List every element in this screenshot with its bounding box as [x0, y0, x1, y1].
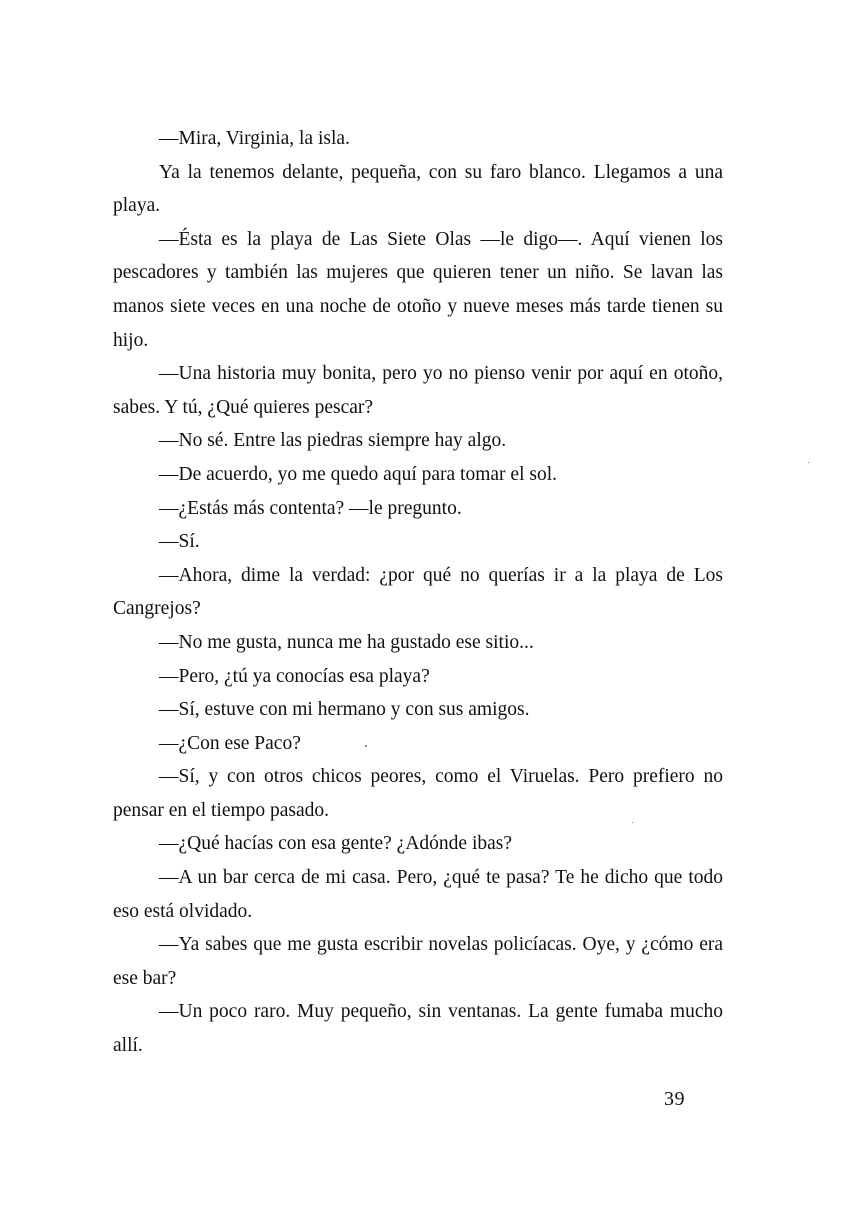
- scan-speck: [808, 462, 809, 463]
- page-number: 39: [664, 1088, 685, 1110]
- paragraph: —De acuerdo, yo me quedo aquí para tomar el sol.: [159, 463, 557, 485]
- paragraph: —Sí, y con otros chicos peores, como el Viruelas. Pero prefiero no pensar en el tiempo pasado.: [113, 766, 723, 821]
- paragraph: —Sí, estuve con mi hermano y con sus amigos.: [159, 699, 530, 721]
- paragraph: —No me gusta, nunca me ha gustado ese sitio...: [159, 631, 534, 653]
- paragraph: Ya la tenemos delante, pequeña, con su faro blanco. Llegamos a una playa.: [113, 161, 723, 217]
- paragraph: —¿Estás más contenta? —le pregunto.: [159, 497, 462, 519]
- paragraph: —No sé. Entre las piedras siempre hay algo.: [159, 430, 507, 452]
- paragraph: —Pero, ¿tú ya conocías esa playa?: [159, 665, 430, 687]
- paragraph: —¿Qué hacías con esa gente? ¿Adónde ibas?: [159, 833, 513, 855]
- scan-speck: [365, 745, 367, 747]
- body-text: [113, 122, 723, 1063]
- paragraph: —Ahora, dime la verdad: ¿por qué no querías ir a la playa de Los Cangrejos?: [113, 564, 723, 620]
- paragraph: —Una historia muy bonita, pero yo no pienso venir por aquí en otoño, sabes. Y tú, ¿Qué quieres pescar?: [113, 363, 723, 418]
- scan-speck: [632, 822, 633, 823]
- paragraph: —Ésta es la playa de Las Siete Olas —le digo—. Aquí vienen los pescadores y también las mujeres que quieren tener un niño. Se lavan las manos siete veces en una noche de otoño y nueve meses más tarde tienen su hijo.: [113, 228, 723, 351]
- paragraph: —Un poco raro. Muy pequeño, sin ventanas. La gente fumaba mucho allí.: [113, 1001, 723, 1057]
- paragraph: —¿Con ese Paco?: [159, 732, 301, 754]
- paragraph: —Sí.: [159, 531, 200, 553]
- paragraph: —A un bar cerca de mi casa. Pero, ¿qué te pasa? Te he dicho que todo eso está olvidado.: [113, 867, 723, 922]
- paragraph: —Mira, Virginia, la isla.: [159, 128, 350, 149]
- paragraph: —Ya sabes que me gusta escribir novelas policíacas. Oye, y ¿cómo era ese bar?: [113, 934, 723, 989]
